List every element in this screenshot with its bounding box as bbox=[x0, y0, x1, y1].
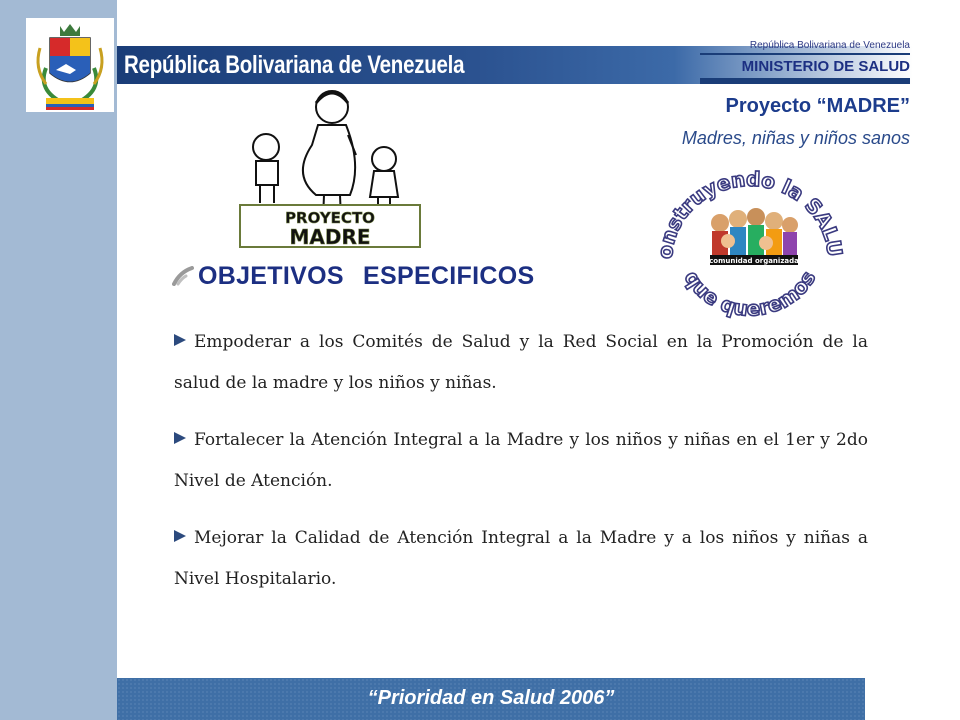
footer-slogan: “Prioridad en Salud 2006” bbox=[367, 687, 615, 709]
badge-center-label: comunidad organizada bbox=[709, 257, 799, 265]
list-item bbox=[174, 420, 868, 502]
logo-madre-text: MADRE bbox=[289, 225, 371, 249]
community-badge bbox=[650, 165, 850, 340]
ministry-underline bbox=[700, 78, 910, 84]
section-heading: OBJETIVOS ESPECIFICOS bbox=[198, 261, 535, 290]
triangle-bullet-icon bbox=[174, 530, 186, 542]
list-item bbox=[174, 322, 868, 404]
swoosh-bullet-icon bbox=[172, 266, 194, 286]
list-item-text: Mejorar la Calidad de Atención Integral a la Madre y a los niños y niñas a Nivel Hospitalario. bbox=[174, 528, 868, 589]
coat-of-arms bbox=[26, 18, 114, 112]
proyecto-madre-logo bbox=[232, 85, 422, 250]
coat-of-arms-icon bbox=[26, 18, 114, 112]
ministry-country-label: República Bolivariana de Venezuela bbox=[749, 40, 910, 51]
list-item-text: Empoderar a los Comités de Salud y la Red Social en la Promoción de la salud de la madre y los niños y niñas. bbox=[174, 332, 868, 393]
svg-text:que queremos bbox=[680, 266, 821, 320]
crowd-illustration bbox=[711, 208, 798, 255]
project-title: Proyecto “MADRE” bbox=[725, 95, 910, 117]
objectives-list bbox=[174, 322, 868, 616]
ministry-name: MINISTERIO DE SALUD bbox=[741, 58, 910, 75]
badge-arc-top: onstruyendo la SALU bbox=[652, 166, 848, 260]
ministry-divider bbox=[700, 53, 910, 55]
section-heading-row bbox=[172, 258, 534, 294]
list-item bbox=[174, 518, 868, 600]
triangle-bullet-icon bbox=[174, 432, 186, 444]
logo-proyecto-text: PROYECTO bbox=[285, 209, 375, 227]
project-subtitle: Madres, niñas y niños sanos bbox=[681, 128, 910, 148]
badge-arc-bottom: que queremos bbox=[679, 266, 821, 321]
list-item-text: Fortalecer la Atención Integral a la Madre y los niños y niñas en el 1er y 2do Nivel de Atención. bbox=[174, 430, 868, 491]
country-title: República Bolivariana de Venezuela bbox=[124, 51, 465, 79]
triangle-bullet-icon bbox=[174, 334, 186, 346]
